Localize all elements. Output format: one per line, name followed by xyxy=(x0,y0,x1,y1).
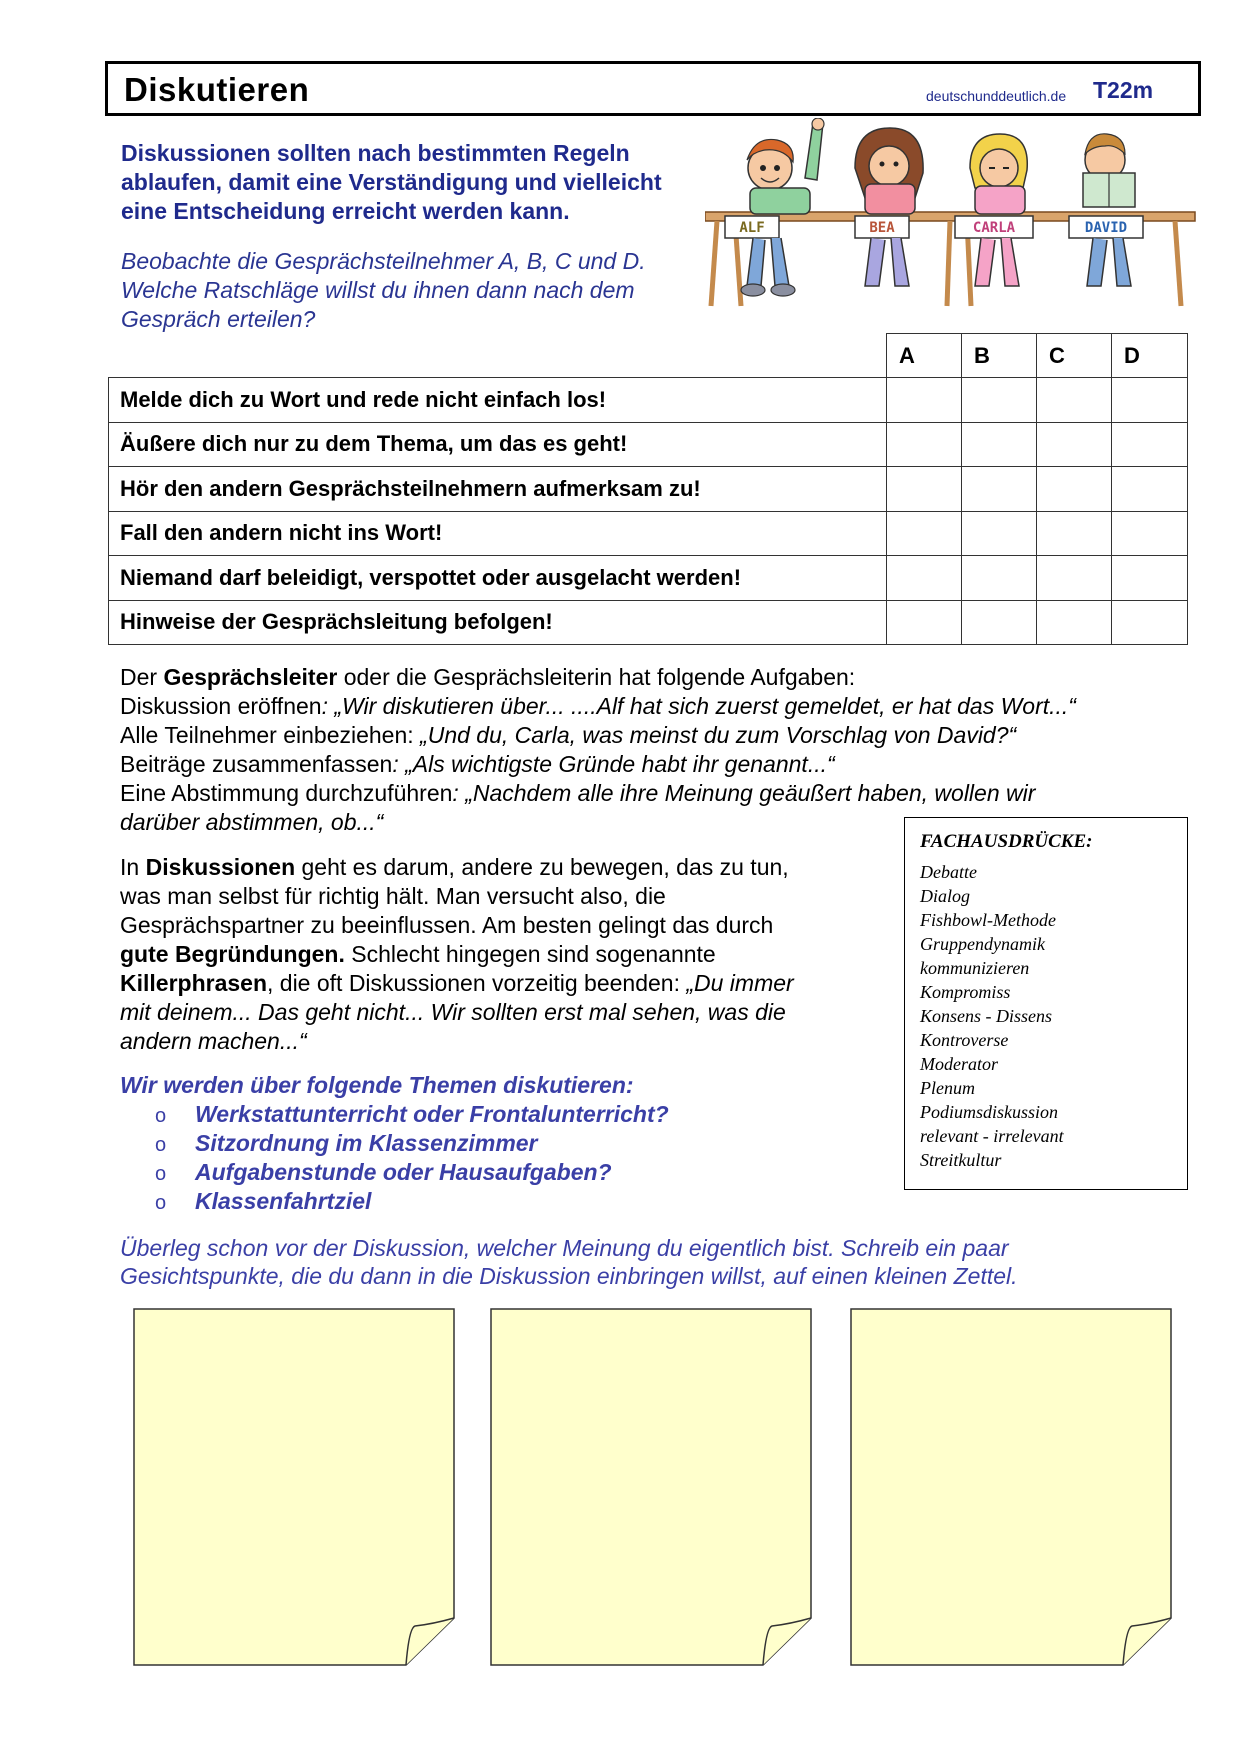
discussion-line: was man selbst für richtig hält. Man versucht also, die xyxy=(120,883,666,909)
check-cell[interactable] xyxy=(1037,467,1112,512)
leader-line: Beiträge zusammenfassen: „Als wichtigste Gründe habt ihr genannt...“ xyxy=(120,751,835,777)
discussion-line: Killerphrasen, die oft Diskussionen vorzeitig beenden: „Du immer xyxy=(120,970,794,996)
nameplate-david: DAVID xyxy=(1084,220,1128,236)
check-cell[interactable] xyxy=(1112,422,1188,467)
pupil-bea xyxy=(855,128,923,286)
note-paper-1[interactable] xyxy=(133,1308,455,1666)
outro-line: Gesichtspunkte, die du dann in die Diskussion einbringen willst, auf einen kleinen Zettel. xyxy=(120,1263,1018,1289)
check-cell[interactable] xyxy=(887,467,962,512)
leader-line: Eine Abstimmung durchzuführen: „Nachdem alle ihre Meinung geäußert haben, wollen wir xyxy=(120,780,1036,806)
task-line: Beobachte die Gesprächsteilnehmer A, B, C und D. xyxy=(121,248,646,274)
site-name: deutschunddeutlich.de xyxy=(926,88,1067,104)
intro-line: eine Entscheidung erreicht werden kann. xyxy=(121,198,570,224)
outro-line: Überleg schon vor der Diskussion, welcher Meinung du eigentlich bist. Schreib ein paar xyxy=(120,1235,1009,1261)
rule-text: Niemand darf beleidigt, verspottet oder ausgelacht werden! xyxy=(109,556,887,601)
glossary-term: relevant - irrelevant xyxy=(920,1126,1064,1146)
discussion-line: gute Begründungen. Schlecht hingegen sind sogenannte xyxy=(120,941,716,967)
check-cell[interactable] xyxy=(962,378,1037,423)
check-cell[interactable] xyxy=(1037,600,1112,645)
glossary-term: Streitkultur xyxy=(920,1150,1002,1170)
glossary-term: Moderator xyxy=(920,1054,998,1074)
check-cell[interactable] xyxy=(962,556,1037,601)
desk-leg xyxy=(947,221,950,306)
bullet-icon: o xyxy=(155,1192,167,1214)
table-row xyxy=(109,556,1188,601)
discussion-paragraph xyxy=(120,853,900,1056)
check-cell[interactable] xyxy=(1037,422,1112,467)
check-cell[interactable] xyxy=(962,422,1037,467)
check-cell[interactable] xyxy=(887,422,962,467)
column-header-b: B xyxy=(962,334,1037,378)
intro-statement xyxy=(121,139,731,226)
leader-line: Alle Teilnehmer einbeziehen: „Und du, Carla, was meinst du zum Vorschlag von David?“ xyxy=(120,722,1017,748)
table-row xyxy=(109,511,1188,556)
table-row xyxy=(109,600,1188,645)
glossary-term: Fishbowl-Methode xyxy=(920,910,1056,930)
topics-heading: Wir werden über folgende Themen diskutieren: xyxy=(120,1072,634,1098)
glossary-term: Kontroverse xyxy=(920,1030,1009,1050)
title-box xyxy=(105,61,1201,116)
check-cell[interactable] xyxy=(887,378,962,423)
rules-table xyxy=(108,333,1188,645)
outro-instruction xyxy=(120,1234,1200,1290)
table-row xyxy=(109,422,1188,467)
list-item: o Aufgabenstunde oder Hausaufgaben? xyxy=(155,1158,669,1187)
check-cell[interactable] xyxy=(1112,600,1188,645)
task-line: Welche Ratschläge willst du ihnen dann nach dem xyxy=(121,277,635,303)
column-header-d: D xyxy=(1112,334,1188,378)
glossary-term: Konsens - Dissens xyxy=(920,1006,1053,1026)
check-cell[interactable] xyxy=(1037,511,1112,556)
table-row xyxy=(109,467,1188,512)
intro-line: Diskussionen sollten nach bestimmten Regeln xyxy=(121,140,630,166)
table-row xyxy=(109,378,1188,423)
check-cell[interactable] xyxy=(1112,378,1188,423)
nameplate-alf: ALF xyxy=(739,220,765,236)
note-paper-2[interactable] xyxy=(490,1308,812,1666)
intro-line: ablaufen, damit eine Verständigung und vielleicht xyxy=(121,169,662,195)
check-cell[interactable] xyxy=(1037,556,1112,601)
desk-leg xyxy=(711,221,717,306)
leader-line: darüber abstimmen, ob...“ xyxy=(120,809,384,835)
intro-task xyxy=(121,247,721,334)
discussion-line: mit deinem... Das geht nicht... Wir sollten erst mal sehen, was die xyxy=(120,999,786,1025)
leader-paragraph xyxy=(120,663,1180,837)
discussion-line: In Diskussionen geht es darum, andere zu bewegen, das zu tun, xyxy=(120,854,789,880)
bullet-icon: o xyxy=(155,1134,167,1156)
leader-line: Diskussion eröffnen: „Wir diskutieren über... ....Alf hat sich zuerst gemeldet, er hat das Wort...“ xyxy=(120,693,1076,719)
check-cell[interactable] xyxy=(1112,511,1188,556)
list-item: o Sitzordnung im Klassenzimmer xyxy=(155,1129,669,1158)
table-header-row xyxy=(109,334,1188,378)
glossary-term: Podiumsdiskussion xyxy=(920,1102,1059,1122)
nameplate-bea: BEA xyxy=(869,220,895,236)
glossary-title: FACHAUSDRÜCKE: xyxy=(920,831,1093,852)
page-title: Diskutieren xyxy=(124,71,310,108)
check-cell[interactable] xyxy=(887,511,962,556)
check-cell[interactable] xyxy=(1112,467,1188,512)
check-cell[interactable] xyxy=(962,600,1037,645)
column-header-c: C xyxy=(1037,334,1112,378)
leader-line: Der Gesprächsleiter oder die Gesprächsleiterin hat folgende Aufgaben: xyxy=(120,664,856,690)
note-paper-3[interactable] xyxy=(850,1308,1172,1666)
glossary-term: Debatte xyxy=(920,862,977,882)
discussion-line: Gesprächspartner zu beeinflussen. Am besten gelingt das durch xyxy=(120,912,774,938)
desk-leg xyxy=(1175,221,1181,306)
glossary-term: kommunizieren xyxy=(920,958,1030,978)
check-cell[interactable] xyxy=(887,600,962,645)
discussion-line: andern machen...“ xyxy=(120,1028,307,1054)
glossary-list xyxy=(920,860,1064,1172)
pupils-illustration xyxy=(705,118,1205,346)
pupil-david xyxy=(1069,134,1143,286)
check-cell[interactable] xyxy=(887,556,962,601)
check-cell[interactable] xyxy=(962,511,1037,556)
rule-text: Hinweise der Gesprächsleitung befolgen! xyxy=(109,600,887,645)
rule-text: Fall den andern nicht ins Wort! xyxy=(109,511,887,556)
glossary-box xyxy=(904,817,1188,1190)
nameplate-carla: CARLA xyxy=(972,220,1016,236)
rule-text: Hör den andern Gesprächsteilnehmern aufmerksam zu! xyxy=(109,467,887,512)
worksheet-code: T22m xyxy=(1093,77,1154,103)
list-item: o Werkstattunterricht oder Frontalunterricht? xyxy=(155,1100,669,1129)
glossary-term: Plenum xyxy=(920,1078,975,1098)
check-cell[interactable] xyxy=(962,467,1037,512)
list-item: o Klassenfahrtziel xyxy=(155,1187,669,1216)
rule-text: Äußere dich nur zu dem Thema, um das es geht! xyxy=(109,422,887,467)
rule-text: Melde dich zu Wort und rede nicht einfach los! xyxy=(109,378,887,423)
bullet-icon: o xyxy=(155,1163,167,1185)
column-header-a: A xyxy=(887,334,962,378)
topics-list xyxy=(155,1100,669,1216)
check-cell[interactable] xyxy=(1037,378,1112,423)
glossary-term: Gruppendynamik xyxy=(920,934,1045,954)
glossary-term: Kompromiss xyxy=(920,982,1011,1002)
bullet-icon: o xyxy=(155,1105,167,1127)
check-cell[interactable] xyxy=(1112,556,1188,601)
glossary-term: Dialog xyxy=(920,886,971,906)
task-line: Gespräch erteilen? xyxy=(121,306,316,332)
